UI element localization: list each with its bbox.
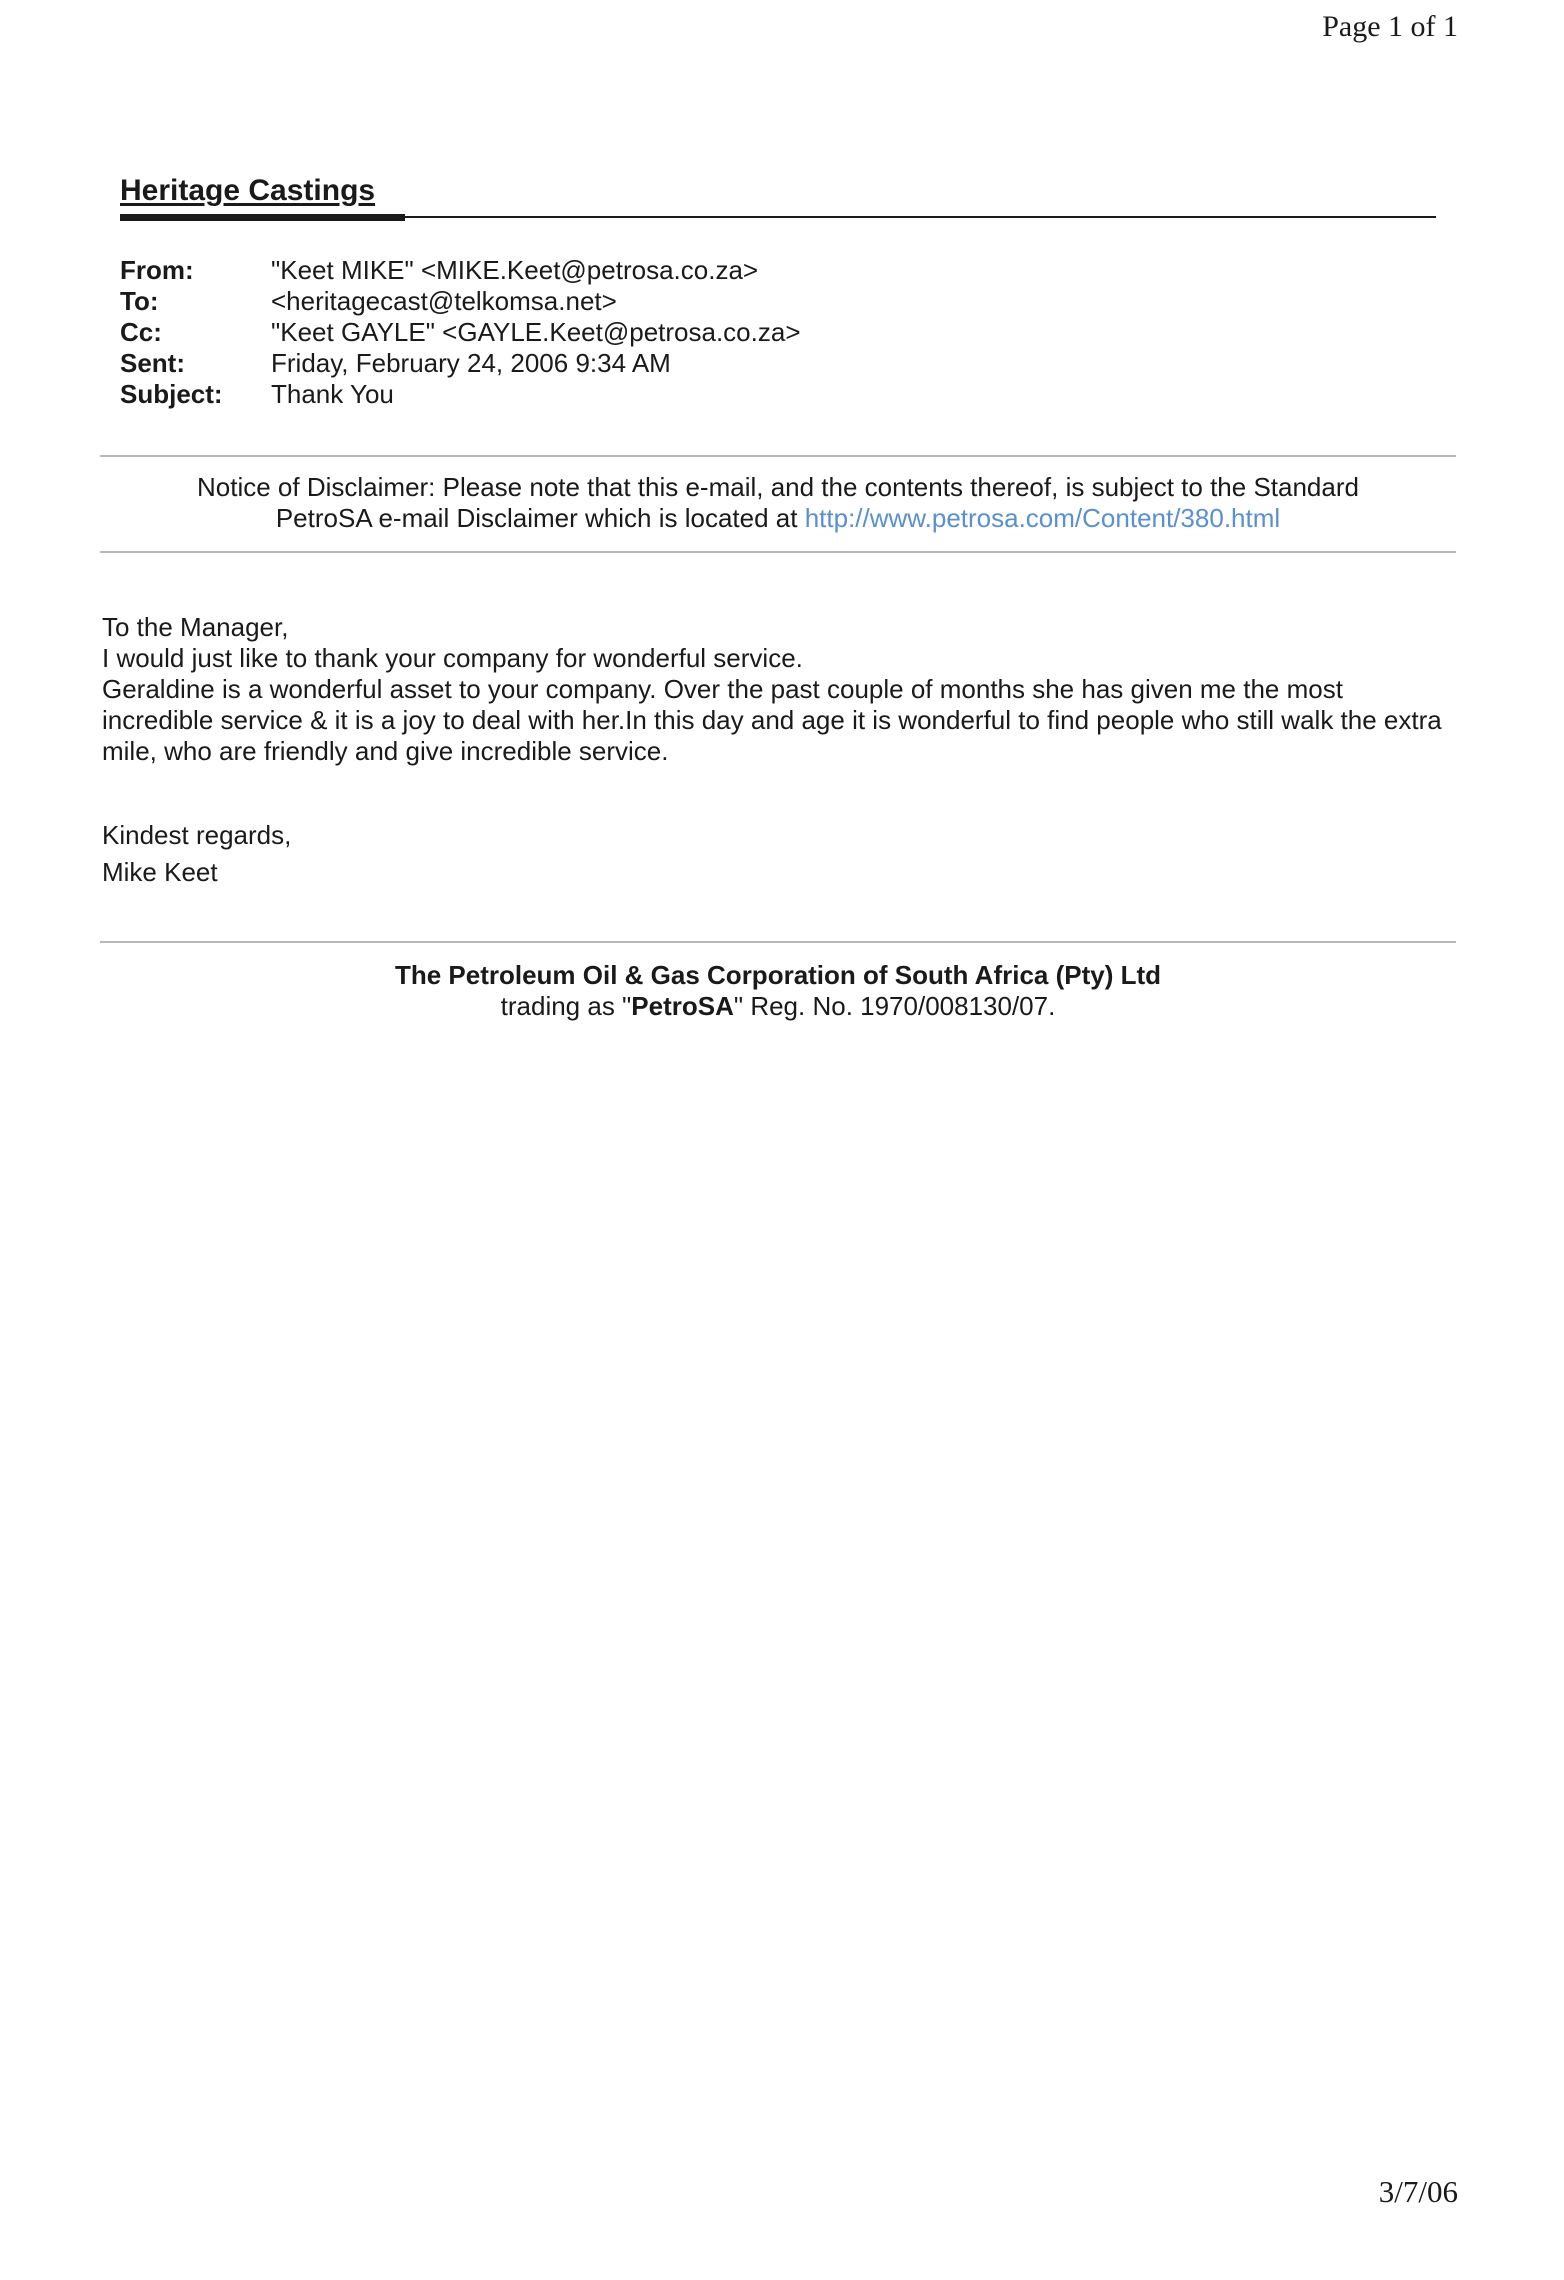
closing: Kindest regards, — [102, 820, 292, 850]
divider-middle — [100, 551, 1456, 553]
sent-row — [120, 348, 801, 379]
subject-value: Thank You — [271, 379, 394, 409]
cc-label: Cc: — [120, 317, 162, 347]
greeting: To the Manager, — [102, 612, 289, 642]
subject-row — [120, 379, 801, 410]
page-number: Page 1 of 1 — [1322, 10, 1458, 43]
footer-trading-name: PetroSA — [631, 991, 734, 1021]
disclaimer-link[interactable]: http://www.petrosa.com/Content/380.html — [804, 503, 1281, 533]
disclaimer-notice — [100, 472, 1456, 534]
footer-trading-prefix: trading as " — [500, 991, 632, 1021]
disclaimer-line-2-text: PetroSA e-mail Disclaimer which is located at — [275, 503, 805, 533]
sent-label: Sent: — [120, 348, 185, 378]
email-body — [102, 612, 1452, 767]
cc-row — [120, 317, 801, 348]
email-header — [120, 255, 801, 410]
to-label: To: — [120, 286, 159, 316]
to-row — [120, 286, 801, 317]
to-value: <heritagecast@telkomsa.net> — [271, 286, 617, 316]
subject-label: Subject: — [120, 379, 223, 409]
signoff — [102, 817, 291, 891]
company-footer — [100, 960, 1456, 1022]
heading-rule — [120, 216, 1436, 218]
handwritten-date: 3/7/06 — [1378, 2174, 1458, 2209]
company-heading: Heritage Castings — [120, 174, 376, 207]
from-value: "Keet MIKE" <MIKE.Keet@petrosa.co.za> — [271, 255, 759, 285]
from-row — [120, 255, 801, 286]
divider-bottom — [100, 941, 1456, 943]
sent-value: Friday, February 24, 2006 9:34 AM — [271, 348, 671, 378]
disclaimer-line-2 — [100, 503, 1456, 534]
cc-value: "Keet GAYLE" <GAYLE.Keet@petrosa.co.za> — [271, 317, 801, 347]
body-paragraph: Geraldine is a wonderful asset to your company. Over the past couple of months she has given me the most incredible service & it is a joy to deal with her.In this day and age it is wonderful to find people who still walk the extra mile, who are friendly and give incredible service. — [102, 674, 1442, 766]
body-line-1: I would just like to thank your company for wonderful service. — [102, 643, 803, 673]
disclaimer-line-1: Notice of Disclaimer: Please note that this e-mail, and the contents thereof, is subject to the Standard — [197, 472, 1359, 502]
divider-top — [100, 455, 1456, 457]
footer-company: The Petroleum Oil & Gas Corporation of South Africa (Pty) Ltd — [394, 960, 1162, 990]
footer-trading-suffix: " Reg. No. 1970/008130/07. — [733, 991, 1056, 1021]
footer-trading — [100, 991, 1456, 1022]
from-label: From: — [120, 255, 194, 285]
signature: Mike Keet — [102, 857, 218, 887]
